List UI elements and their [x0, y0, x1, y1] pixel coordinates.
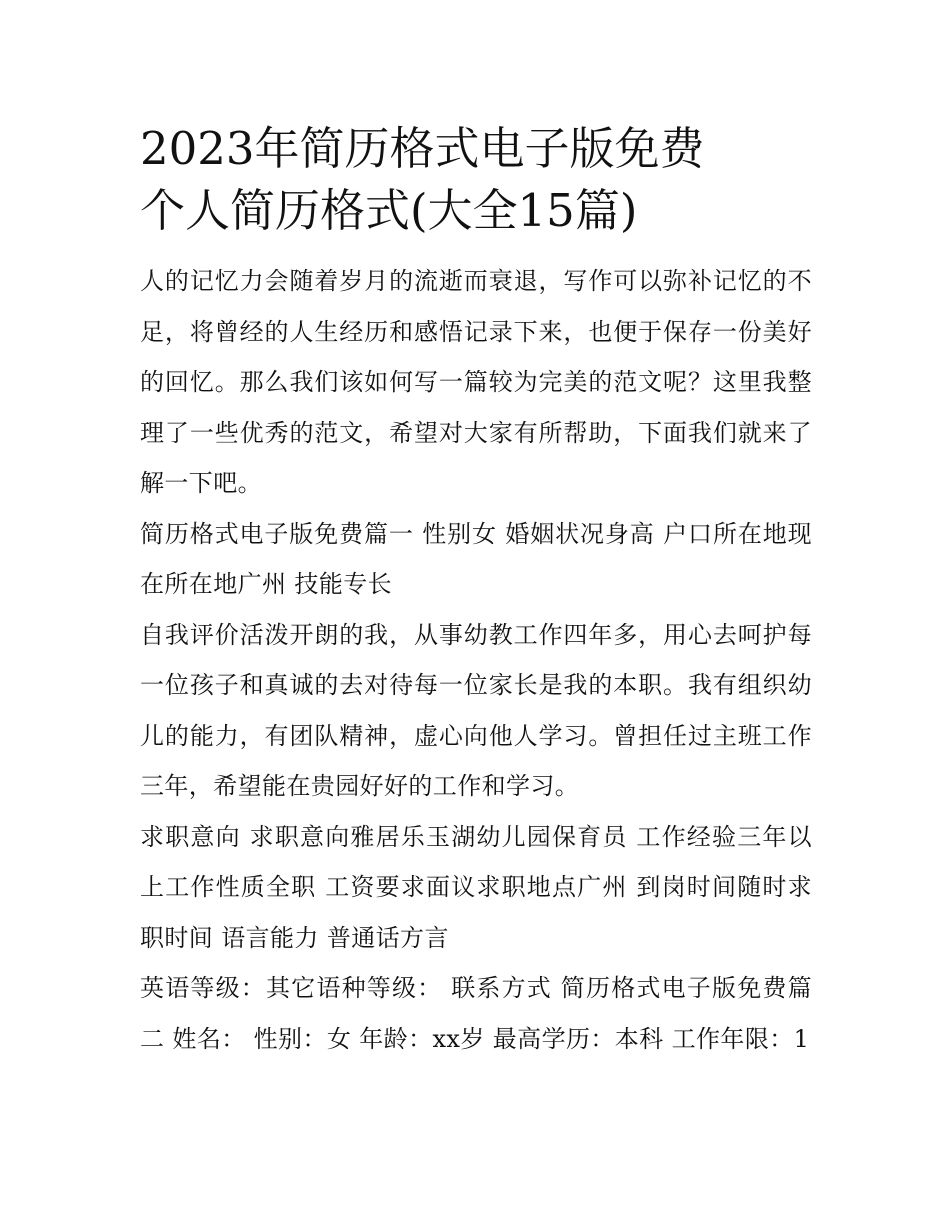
- document-page: [140, 118, 812, 1064]
- title-line-1: 2023年简历格式电子版免费: [140, 122, 705, 175]
- title-line-2: 个人简历格式(大全15篇): [140, 184, 638, 237]
- document-title: [140, 118, 780, 242]
- paragraph-job-intention: 求职意向 求职意向雅居乐玉湖幼儿园保育员 工作经验三年以上工作性质全职 工资要求面议求职地点广州 到岗时间随时求职时间 语言能力 普通话方言: [140, 822, 812, 952]
- paragraph-self-evaluation: 自我评价活泼开朗的我，从事幼教工作四年多，用心去呵护每一位孩子和真诚的去对待每一位家长是我的本职。我有组织幼儿的能力，有团队精神，虚心向他人学习。曾担任过主班工作三年，希望能在贵园好好的工作和学习。: [140, 620, 812, 800]
- paragraph-contact-resume-two: 英语等级：其它语种等级： 联系方式 简历格式电子版免费篇二 姓名： 性别：女 年龄：xx岁 最高学历：本科 工作年限：1: [140, 974, 812, 1053]
- paragraph-resume-one-basic: 简历格式电子版免费篇一 性别女 婚姻状况身高 户口所在地现在所在地广州 技能专长: [140, 519, 812, 598]
- paragraph-intro: 人的记忆力会随着岁月的流逝而衰退，写作可以弥补记忆的不足，将曾经的人生经历和感悟记录下来，也便于保存一份美好的回忆。那么我们该如何写一篇较为完美的范文呢？这里我整理了一些优秀的范文，希望对大家有所帮助，下面我们就来了解一下吧。: [140, 267, 812, 497]
